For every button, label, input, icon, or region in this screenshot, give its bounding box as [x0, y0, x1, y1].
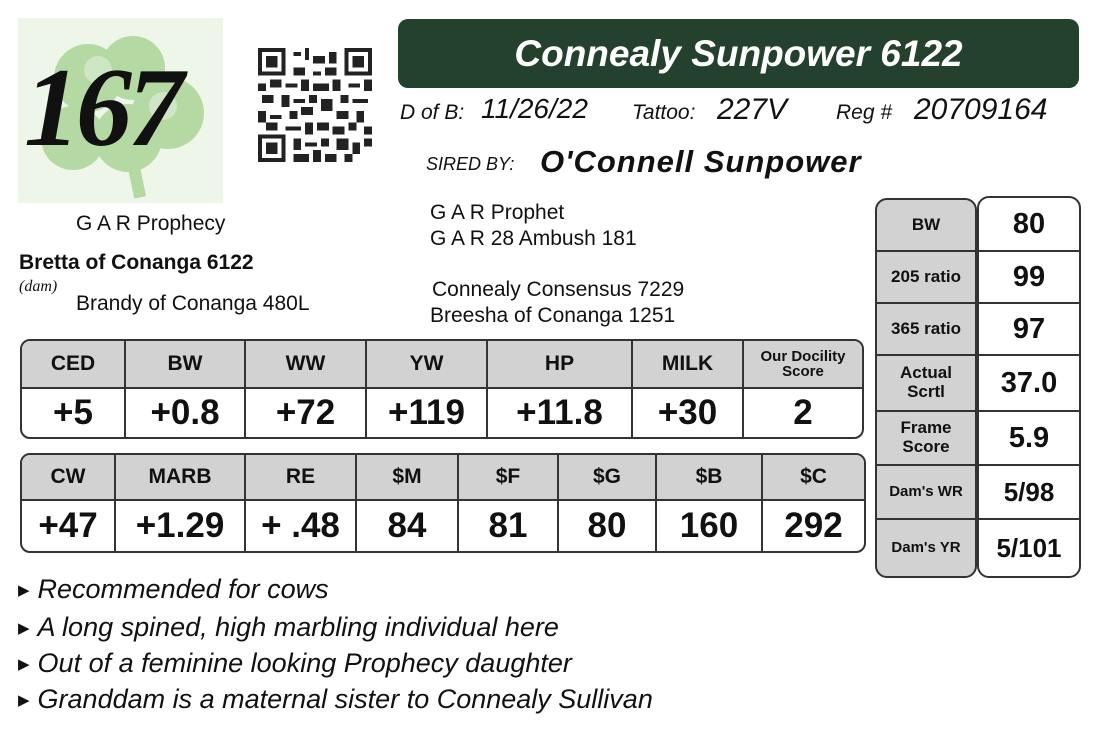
epd-table-2	[20, 453, 866, 553]
note-item	[18, 574, 329, 605]
dam-tag: (dam)	[19, 278, 58, 295]
dob-value: 11/26/22	[481, 93, 588, 124]
granddam-dam: Breesha of Conanga 1251	[430, 304, 676, 327]
epd-table-1-header	[22, 341, 862, 389]
animal-name: Connealy Sunpower 6122	[514, 32, 963, 74]
value-g: 80	[559, 501, 657, 551]
header-marb: MARB	[116, 455, 246, 499]
side-stats-labels	[875, 198, 977, 578]
header-f: $F	[459, 455, 559, 499]
header-bw: BW	[126, 341, 246, 387]
epd-table-1-values	[22, 389, 862, 437]
value-yw: +119	[367, 389, 488, 437]
header-cw: CW	[22, 455, 116, 499]
bullet-icon: ▶	[18, 655, 30, 673]
granddam-sire: Connealy Consensus 7229	[432, 278, 685, 301]
side-label-scrotal: Actual Scrtl	[877, 356, 975, 412]
side-value-dams-wr: 5/98	[979, 466, 1079, 520]
value-m: 84	[357, 501, 459, 551]
side-value-frame-score: 5.9	[979, 412, 1079, 466]
lot-number: 167	[24, 46, 180, 170]
header-milk: MILK	[633, 341, 744, 387]
epd-table-2-header	[22, 455, 864, 501]
value-marb: +1.29	[116, 501, 246, 551]
side-value-205-ratio: 99	[979, 252, 1079, 304]
side-label-bw: BW	[877, 200, 975, 252]
side-label-dams-wr: Dam's WR	[877, 466, 975, 520]
note-item	[18, 684, 653, 715]
dam-dam: Brandy of Conanga 480L	[76, 292, 310, 315]
sired-by-label: SIRED BY:	[426, 154, 515, 174]
epd-table-1	[20, 339, 864, 439]
header-re: RE	[246, 455, 357, 499]
note-text: Granddam is a maternal sister to Connealy Sullivan	[37, 684, 653, 714]
sire-sire: G A R Prophet	[430, 201, 565, 224]
value-re: + .48	[246, 501, 357, 551]
header-hp: HP	[488, 341, 633, 387]
tattoo-value: 227V	[717, 93, 788, 126]
value-bw: +0.8	[126, 389, 246, 437]
header-ced: CED	[22, 341, 126, 387]
value-cw: +47	[22, 501, 116, 551]
value-f: 81	[459, 501, 559, 551]
header-m: $M	[357, 455, 459, 499]
header-b: $B	[657, 455, 763, 499]
dam-name: Bretta of Conanga 6122	[19, 251, 254, 274]
bullet-icon: ▶	[18, 619, 30, 637]
header-yw: YW	[367, 341, 488, 387]
header-c: $C	[800, 465, 827, 488]
value-ced: +5	[22, 389, 126, 437]
reg-value: 20709164	[914, 93, 1048, 126]
bullet-icon: ▶	[18, 581, 30, 599]
qr-code-icon[interactable]	[258, 48, 372, 162]
title-bar	[398, 19, 1079, 88]
bullet-icon: ▶	[18, 691, 30, 709]
sire-dam: G A R 28 Ambush 181	[430, 227, 637, 250]
side-label-dams-yr: Dam's YR	[891, 538, 961, 556]
note-item	[18, 612, 559, 643]
note-text: Recommended for cows	[37, 574, 329, 604]
note-text: A long spined, high marbling individual here	[37, 612, 559, 642]
value-ww: +72	[246, 389, 367, 437]
side-value-scrotal: 37.0	[979, 356, 1079, 412]
side-label-frame-score: Frame Score	[877, 412, 975, 466]
reg-label: Reg #	[836, 101, 893, 124]
side-label-205-ratio: 205 ratio	[877, 252, 975, 304]
side-label-365-ratio: 365 ratio	[877, 304, 975, 356]
note-text: Out of a feminine looking Prophecy daughter	[37, 648, 572, 678]
side-stats-values	[977, 196, 1081, 578]
side-value-bw: 80	[979, 198, 1079, 252]
value-docility: 2	[793, 393, 813, 432]
epd-table-2-values	[22, 501, 864, 551]
side-value-dams-yr: 5/101	[996, 532, 1062, 563]
header-docility: Our Docility Score	[760, 348, 846, 380]
side-value-365-ratio: 97	[979, 304, 1079, 356]
value-c: 292	[784, 506, 843, 545]
value-milk: +30	[633, 389, 744, 437]
value-b: 160	[657, 501, 763, 551]
sire-name: O'Connell Sunpower	[540, 144, 862, 179]
value-hp: +11.8	[488, 389, 633, 437]
note-item	[18, 648, 572, 679]
header-g: $G	[559, 455, 657, 499]
tattoo-label: Tattoo:	[632, 101, 696, 124]
dam-sire: G A R Prophecy	[76, 212, 226, 235]
dob-label: D of B:	[400, 101, 465, 124]
header-ww: WW	[246, 341, 367, 387]
